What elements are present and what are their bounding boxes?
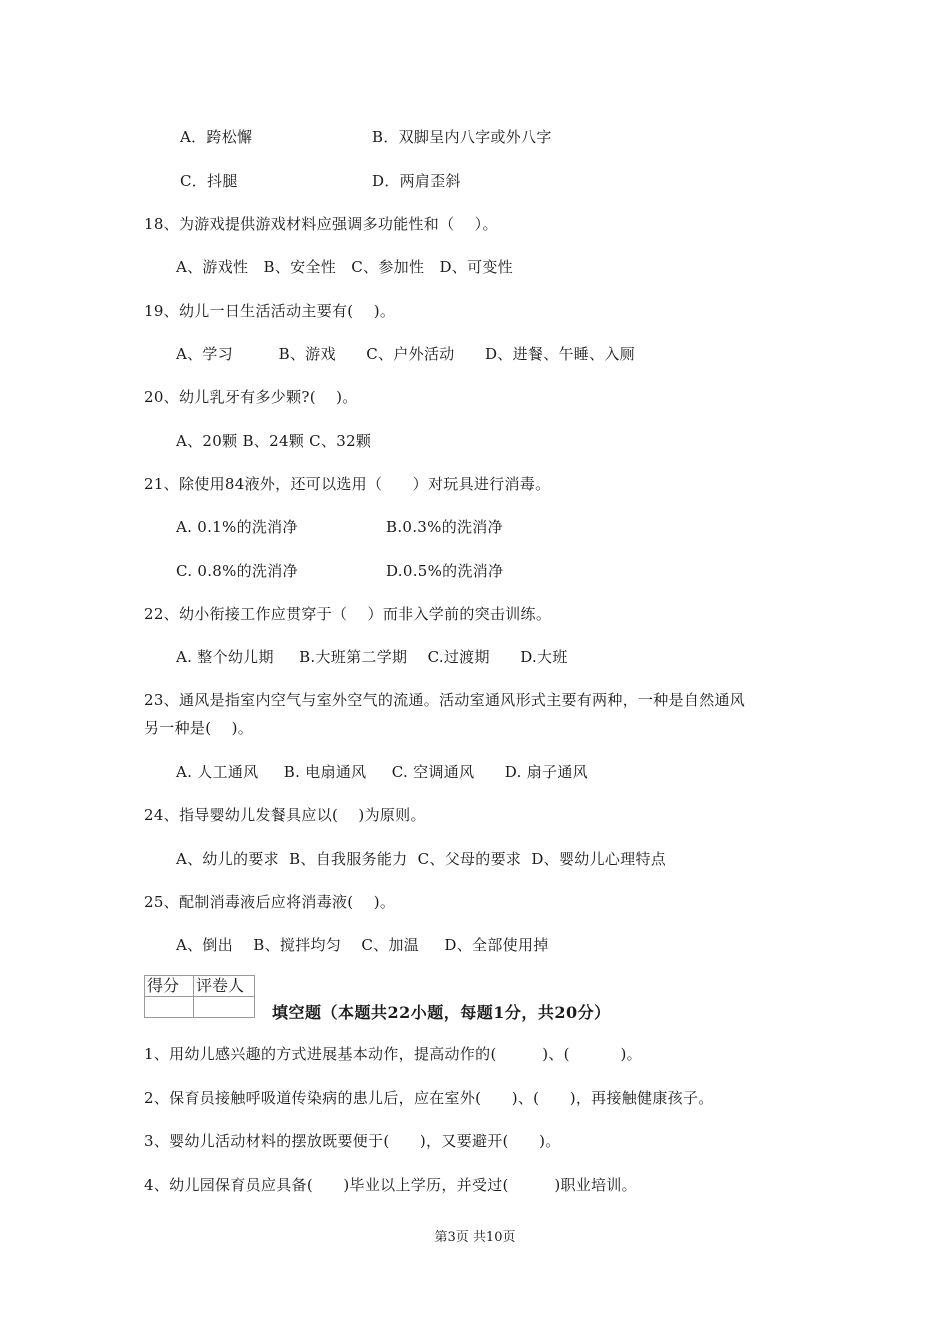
page-footer: 第3页 共10页: [434, 1230, 516, 1245]
score-cell: [145, 997, 194, 1018]
q20-options: A、20颗 B、24颗 C、32颗: [176, 432, 372, 450]
fill-in-q3: 3、婴幼儿活动材料的摆放既要便于( )，又要避开( )。: [144, 1132, 561, 1150]
q17-option-a: A．跨松懈: [180, 128, 253, 146]
fill-in-q2: 2、保育员接触呼吸道传染病的患儿后，应在室外( )、( )，再接触健康孩子。: [144, 1089, 714, 1107]
q18-options: A、游戏性 B、安全性 C、参加性 D、可变性: [176, 258, 513, 276]
q20-stem: 20、幼儿乳牙有多少颗?( )。: [144, 388, 358, 406]
q17-option-c: C．抖腿: [180, 172, 238, 190]
q22-options: A. 整个幼儿期 B.大班第二学期 C.过渡期 D.大班: [176, 648, 568, 666]
q18-stem: 18、为游戏提供游戏材料应强调多功能性和（ ）。: [144, 215, 498, 233]
grader-label: 评卷人: [194, 976, 255, 997]
q19-stem: 19、幼儿一日生活活动主要有( )。: [144, 302, 396, 320]
q23-stem-line2: 另一种是( )。: [144, 719, 254, 737]
q21-stem: 21、除使用84液外，还可以选用（ ）对玩具进行消毒。: [144, 475, 551, 493]
q25-options: A、倒出 B、搅拌均匀 C、加温 D、全部使用掉: [176, 936, 549, 954]
fill-in-q4: 4、幼儿园保育员应具备( )毕业以上学历，并受过( )职业培训。: [144, 1176, 637, 1194]
q21-option-c: C. 0.8%的洗消净: [176, 562, 298, 580]
q23-stem-line1: 23、通风是指室内空气与室外空气的流通。活动室通风形式主要有两种，一种是自然通风: [144, 691, 746, 709]
q24-stem: 24、指导婴幼儿发餐具应以( )为原则。: [144, 806, 426, 824]
q17-option-b: B．双脚呈内八字或外八字: [372, 128, 552, 146]
section-title: 填空题（本题共22小题，每题1分，共20分）: [272, 1003, 611, 1022]
q17-option-d: D．两肩歪斜: [372, 172, 461, 190]
q22-stem: 22、幼小衔接工作应贯穿于（ ）而非入学前的突击训练。: [144, 605, 552, 623]
fill-in-q1: 1、用幼儿感兴趣的方式进展基本动作，提高动作的( )、( )。: [144, 1045, 642, 1063]
q21-option-b: B.0.3%的洗消净: [386, 518, 503, 536]
q19-options: A、学习 B、游戏 C、户外活动 D、进餐、午睡、入厕: [176, 345, 635, 363]
grader-cell: [194, 997, 255, 1018]
q25-stem: 25、配制消毒液后应将消毒液( )。: [144, 893, 396, 911]
q23-options: A. 人工通风 B. 电扇通风 C. 空调通风 D. 扇子通风: [176, 763, 588, 781]
score-table: [144, 975, 255, 1018]
q21-option-a: A. 0.1%的洗消净: [176, 518, 298, 536]
score-label: 得分: [145, 976, 194, 997]
q21-option-d: D.0.5%的洗消净: [386, 562, 504, 580]
q24-options: A、幼儿的要求 B、自我服务能力 C、父母的要求 D、婴幼儿心理特点: [176, 850, 667, 868]
